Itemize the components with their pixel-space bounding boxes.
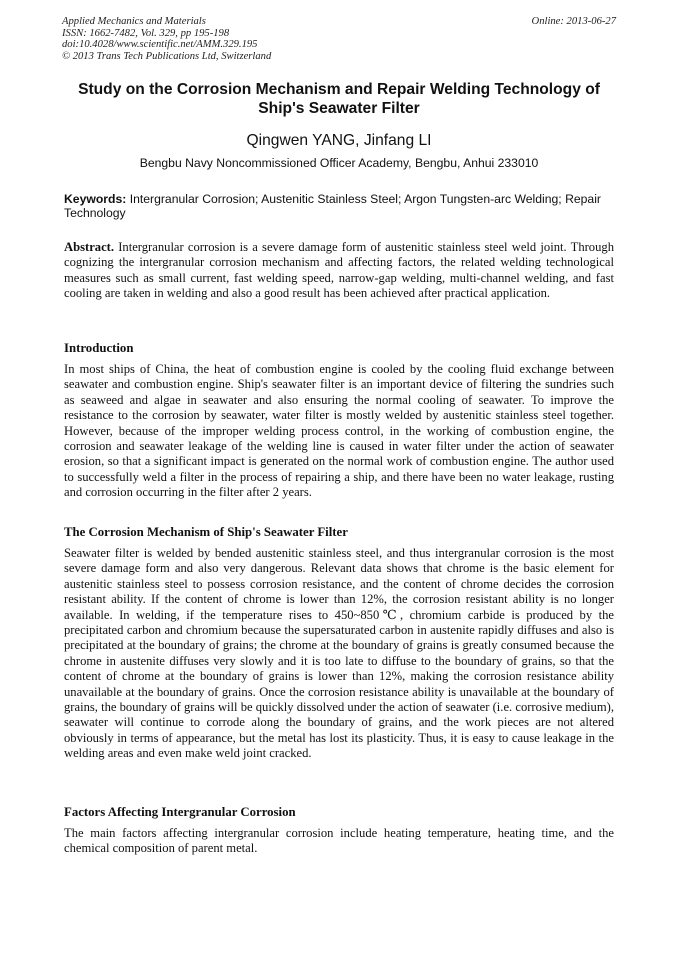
abstract-label: Abstract.	[64, 240, 115, 254]
online-date: Online: 2013-06-27	[531, 16, 616, 27]
affiliation: Bengbu Navy Noncommissioned Officer Academy, Bengbu, Anhui 233010	[139, 156, 539, 170]
section-text: Seawater filter is welded by bended austenitic stainless steel, and thus intergranular corrosion is the most severe damage form and also very dangerous. Relevant data shows that chrome is the basic element for austenitic stainless steel to possess corrosion resistance, and the content of chrome decides the corrosion resistant ability. If the content of chrome is lower than 12%, the corrosion resistant ability is no longer available. In welding, if the temperature rises to 450~850℃, chromium carbide is produced by the precipitated carbon and chromium because the supersaturated carbon in austenite rapidly diffuses and also is precipitated at the boundary of grains; the chrome at the boundary of grains is greatly consumed because the chrome in austenite diffuses very slowly and it is too late to diffuse to the boundary of grains, so that the content of chrome at the boundary of grains is lower than 12%, making the corrosion resistance ability unavailable at the boundary of grains. Once the corrosion resistance ability is unavailable at the boundary of grains, the boundary of grains will be quickly dissolved under the action of seawater (i.e. corrosive medium), seawater will continue to corrode along the boundary of grains, and the work pieces are not altered obviously in terms of appearance, but the metal has lost its plasticity. Thus, it is easy to cause leakage in the welding areas and even make weld joint cracked.	[64, 546, 614, 761]
section-factors	[64, 805, 614, 857]
section-heading: The Corrosion Mechanism of Ship's Seawater Filter	[64, 525, 348, 539]
authors: Qingwen YANG, Jinfang LI	[246, 132, 432, 149]
issn-line: ISSN: 1662-7482, Vol. 329, pp 195-198	[62, 27, 230, 39]
keywords	[64, 192, 615, 220]
section-corrosion-mechanism	[64, 525, 614, 762]
section-heading: Introduction	[64, 341, 134, 355]
section-heading: Factors Affecting Intergranular Corrosion	[64, 805, 296, 819]
doi-line: doi:10.4028/www.scientific.net/AMM.329.195	[62, 39, 258, 51]
keywords-text: Intergranular Corrosion; Austenitic Stainless Steel; Argon Tungsten-arc Welding; Repair Technology	[64, 192, 601, 220]
section-text: In most ships of China, the heat of combustion engine is cooled by the cooling fluid exchange between seawater and combustion engine. Ship's seawater filter is an important device of filtering the sundries such as seaweed and algae in seawater and also ensuring the normal cooling of seawater. To improve the resistance to the corrosion by seawater, water filter is mostly welded by austenitic stainless steel together. However, because of the improper welding process control, in the working of combustion engine, the corrosion and seawater leakage of the welding line is caused in water filter under the action of seawater erosion, so that a significant impact is generated on the normal work of combustion engine. The author used to successfully weld a filter in the process of repairing a ship, and there have been no water leakage, rusting and corrosion occurring in the filter after 2 years.	[64, 362, 614, 500]
abstract-text: Intergranular corrosion is a severe damage form of austenitic stainless steel weld joint. Through cognizing the intergranular corrosion mechanism and affecting factors, the related welding technological measures such as small current, fast welding speed, narrow-gap welding, multi-channel welding, and fast cooling are taken in welding and also a good result has been achieved after practical application.	[64, 240, 614, 301]
section-text: The main factors affecting intergranular corrosion include heating temperature, heating time, and the chemical composition of parent metal.	[64, 826, 614, 856]
copyright-line: © 2013 Trans Tech Publications Ltd, Switzerland	[62, 50, 272, 62]
paper-title: Study on the Corrosion Mechanism and Repair Welding Technology of Ship's Seawater Filter	[78, 81, 600, 117]
journal-header	[62, 16, 622, 62]
journal-name: Applied Mechanics and Materials	[62, 16, 206, 27]
section-introduction	[64, 341, 614, 501]
abstract	[64, 240, 614, 302]
keywords-label: Keywords:	[64, 192, 127, 206]
